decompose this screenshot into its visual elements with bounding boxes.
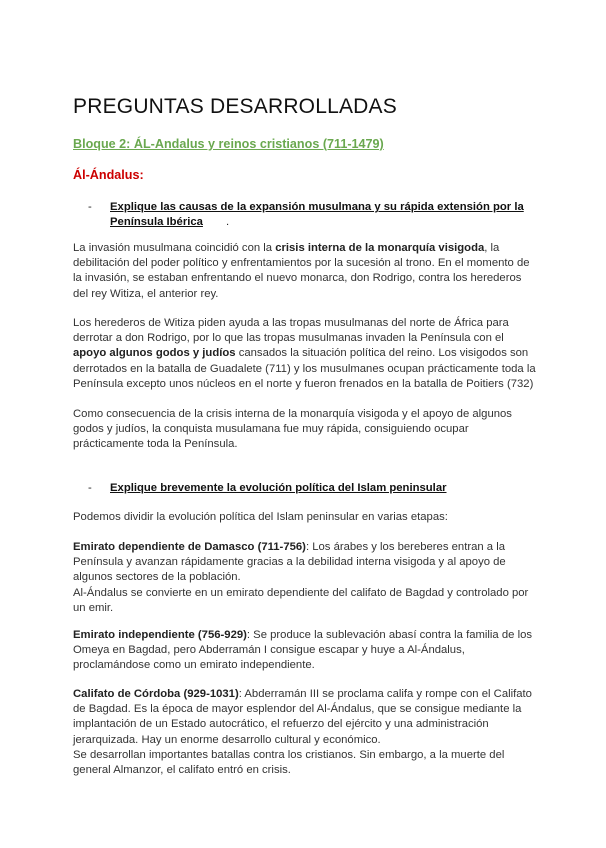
paragraph-1 [73,241,538,302]
p7-text-a: : Abderramán III se proclama califa y rompe con el Califato de Bagdad. Es la época de mayor esplendor del Al-Ándalus, que se consigue mediante la implantación de un Estado autocrático, el refuerzo del ejército y una administración jerarquizada. Hay un enorme desarrollo cultural y económico. [73,688,532,746]
page-title: PREGUNTAS DESARROLLADAS [73,95,397,118]
paragraph-7 [73,687,538,778]
section-title: Ál-Ándalus: [73,168,144,182]
p2-bold: apoyo algunos godos y judíos [73,347,236,360]
bullet-dash: - [88,201,92,213]
p1-bold: crisis interna de la monarquía visigoda [275,242,485,254]
p2-text-b: cansados la situación política del reino. Los visigodos son derrotados en la batalla de Guadalete (711) y los musulmanes ocupan prácticamente toda la Península excepto unos núcleos en el norte y fueron frenados en la batalla de Poitiers (732) [73,347,536,390]
bullet-dash: - [88,482,92,494]
question-1 [88,200,538,230]
paragraph-6 [73,628,538,674]
question-1-text [110,200,538,230]
p1-text-b: , la debilitación del poder político y enfrentamientos por la sucesión al trono. En el momento de la invasión, se estaban enfrentando el nuevo monarca, don Rodrigo, contra los herederos del rey Witiza, el anterior rey. [73,242,530,300]
paragraph-5 [73,540,538,616]
p7-bold: Califato de Córdoba (929-1031) [73,688,239,700]
question-2 [88,481,538,496]
paragraph-4: Podemos dividir la evolución política del Islam peninsular en varias etapas: [73,511,448,523]
p6-bold: Emirato independiente (756-929) [73,629,247,641]
p2-text-a: Los herederos de Witiza piden ayuda a las tropas musulmanas del norte de África para derrotar a don Rodrigo, por lo que las tropas musulmanas invaden la Península con el [73,317,509,345]
p5-text-a: : Los árabes y los bereberes entran a la Península y avanzan rápidamente gracias a la debilidad interna visigoda y al apoyo de algunos sectores de la población. [73,541,506,584]
p5-bold: Emirato dependiente de Damasco (711-756) [73,541,306,553]
p1-text-a: La invasión musulmana coincidió con la [73,242,276,254]
p7-text-b: Se desarrollan importantes batallas contra los cristianos. Sin embargo, a la muerte del general Almanzor, el califato entró en crisis. [73,748,505,777]
paragraph-3: Como consecuencia de la crisis interna de la monarquía visigoda y el apoyo de algunos godos y judíos, la conquista musulamana fue muy rápida, consiguiendo ocupar prácticamente toda la Península. [73,408,512,451]
p6-text-a: : Se produce la sublevación abasí contra la familia de los Omeya en Bagdad, pero Abderramán I consigue escapar y huye a Al-Ándalus, proclamándose como un emirato independiente. [73,629,533,672]
paragraph-2 [73,316,538,392]
question-1-label: Explique las causas de la expansión musulmana y su rápida extensión por la Península Ibérica [110,201,524,228]
question-2-text: Explique brevemente la evolución política del Islam peninsular [110,482,447,494]
question-1-period: . [226,216,230,228]
bloque-heading: Bloque 2: ÁL-Andalus y reinos cristianos (711-1479) [73,137,384,151]
p5-text-b: Al-Ándalus se convierte en un emirato dependiente del califato de Bagdad y controlado por un emir. [73,586,529,614]
